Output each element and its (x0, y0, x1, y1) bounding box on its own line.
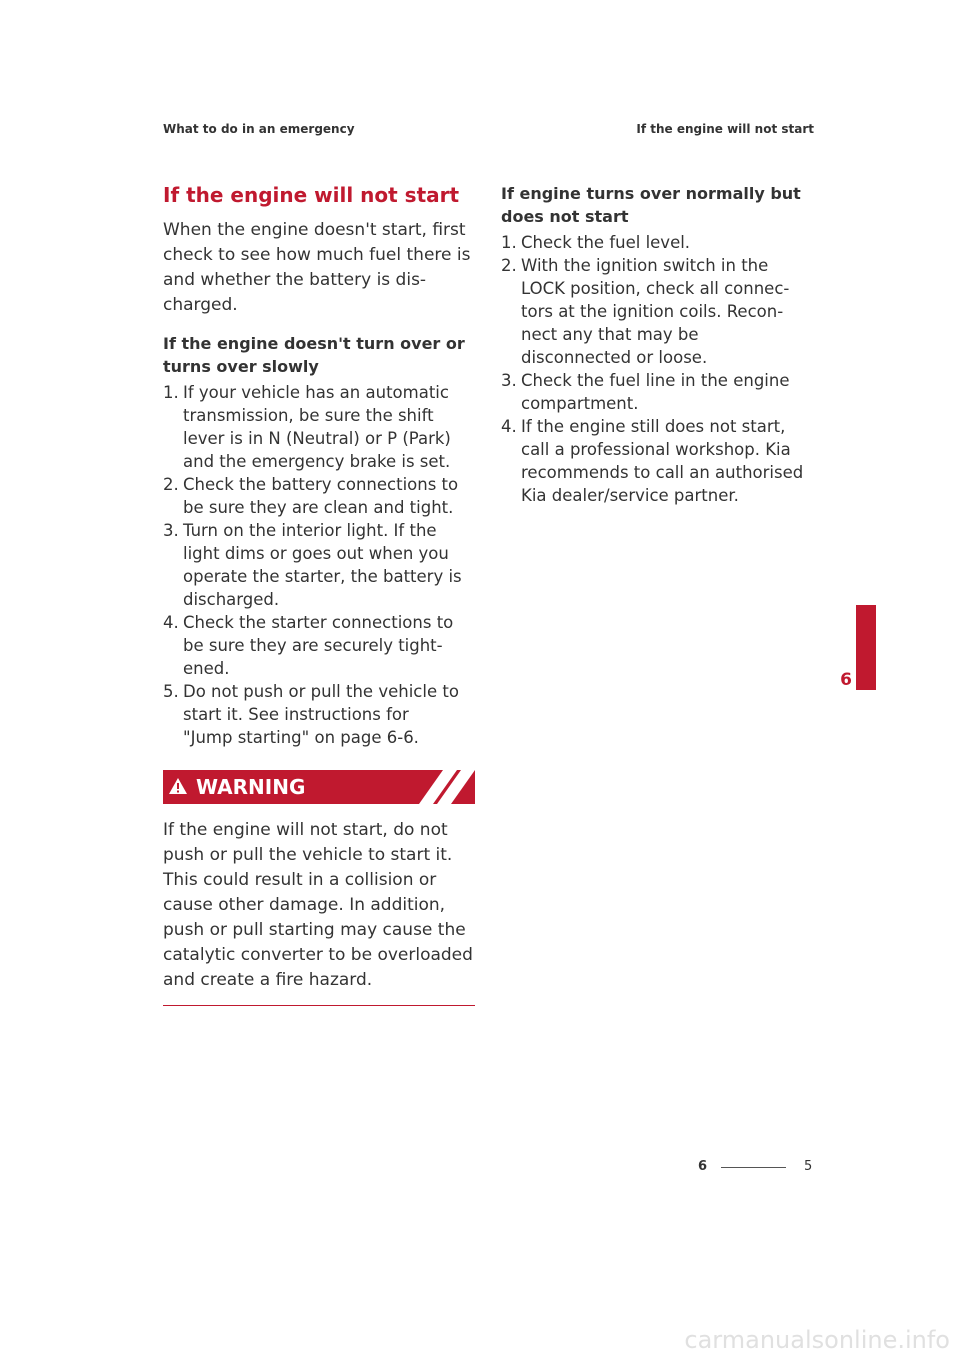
step-line: Check the fuel level. (521, 233, 691, 252)
chapter-tab-number: 6 (840, 670, 852, 690)
warning-banner (163, 770, 475, 804)
intro-line: When the engine doesn't start, first (163, 220, 466, 240)
step-line: and the emergency brake is set. (183, 452, 451, 471)
step-number: 1. (163, 383, 179, 402)
step-number: 3. (501, 371, 517, 390)
step-line: tors at the ignition coils. Recon- (521, 302, 784, 321)
warning-divider (163, 1005, 475, 1006)
intro-line: check to see how much fuel there is (163, 245, 471, 265)
step-line: light dims or goes out when you (183, 544, 449, 563)
left-steps-list (163, 381, 475, 749)
list-item (501, 254, 819, 369)
list-item (163, 381, 475, 473)
warning-line: If the engine will not start, do not (163, 820, 448, 840)
left-column (163, 180, 475, 1006)
intro-paragraph (163, 218, 475, 318)
warning-line: catalytic converter to be overloaded (163, 945, 473, 965)
warning-triangle-icon (168, 777, 188, 795)
chapter-tab-marker (856, 605, 876, 690)
list-item (501, 415, 819, 507)
step-line: LOCK position, check all connec- (521, 279, 790, 298)
footer-page-number: 5 (804, 1159, 813, 1174)
list-item (501, 231, 819, 254)
warning-text (163, 818, 475, 993)
warning-label: WARNING (196, 775, 306, 799)
section-title: If the engine will not start (163, 183, 460, 207)
step-line: If the engine still does not start, (521, 417, 786, 436)
warning-line: and create a fire hazard. (163, 970, 373, 990)
step-line: recommends to call an authorised (521, 463, 804, 482)
step-line: Kia dealer/service partner. (521, 486, 739, 505)
step-line: be sure they are securely tight- (183, 636, 443, 655)
step-line: operate the starter, the battery is (183, 567, 462, 586)
step-line: If your vehicle has an automatic (183, 383, 449, 402)
list-item (501, 369, 819, 415)
footer-chapter-number: 6 (698, 1159, 708, 1174)
subtitle-line: If engine turns over normally but (501, 184, 801, 203)
step-line: Check the starter connections to (183, 613, 454, 632)
running-header-section: What to do in an emergency (163, 122, 355, 136)
step-line: be sure they are clean and tight. (183, 498, 454, 517)
right-steps-list (501, 231, 819, 507)
list-item (163, 473, 475, 519)
subsection-title-no-turn-over (163, 332, 475, 378)
subtitle-line: If the engine doesn't turn over or (163, 334, 465, 353)
step-line: Check the fuel line in the engine (521, 371, 790, 390)
step-line: nect any that may be (521, 325, 699, 344)
step-line: call a professional workshop. Kia (521, 440, 791, 459)
step-line: Check the battery connections to (183, 475, 459, 494)
right-column (501, 180, 819, 507)
step-line: Turn on the interior light. If the (183, 521, 437, 540)
intro-line: and whether the battery is dis- (163, 270, 427, 290)
intro-line: charged. (163, 295, 238, 315)
running-header-topic: If the engine will not start (636, 122, 814, 136)
step-line: discharged. (183, 590, 280, 609)
step-line: start it. See instructions for (183, 705, 409, 724)
subtitle-line: does not start (501, 207, 629, 226)
step-number: 5. (163, 682, 179, 701)
warning-line: This could result in a collision or (163, 870, 437, 890)
step-line: "Jump starting" on page 6-6. (183, 728, 419, 747)
warning-line: cause other damage. In addition, (163, 895, 446, 915)
step-number: 3. (163, 521, 179, 540)
list-item (163, 611, 475, 680)
step-line: lever is in N (Neutral) or P (Park) (183, 429, 451, 448)
list-item (163, 680, 475, 749)
warning-line: push or pull the vehicle to start it. (163, 845, 453, 865)
step-line: disconnected or loose. (521, 348, 708, 367)
step-number: 2. (163, 475, 179, 494)
subsection-title-turns-over-normally (501, 182, 819, 228)
footer-divider (721, 1167, 786, 1168)
step-line: ened. (183, 659, 230, 678)
step-line: transmission, be sure the shift (183, 406, 434, 425)
step-line: compartment. (521, 394, 639, 413)
list-item (163, 519, 475, 611)
step-number: 4. (163, 613, 179, 632)
warning-stripes-decoration (415, 770, 475, 804)
step-line: With the ignition switch in the (521, 256, 769, 275)
subtitle-line: turns over slowly (163, 357, 319, 376)
step-number: 2. (501, 256, 517, 275)
step-line: Do not push or pull the vehicle to (183, 682, 459, 701)
step-number: 4. (501, 417, 517, 436)
step-number: 1. (501, 233, 517, 252)
watermark: carmanualsonline.info (684, 1326, 950, 1354)
warning-line: push or pull starting may cause the (163, 920, 466, 940)
